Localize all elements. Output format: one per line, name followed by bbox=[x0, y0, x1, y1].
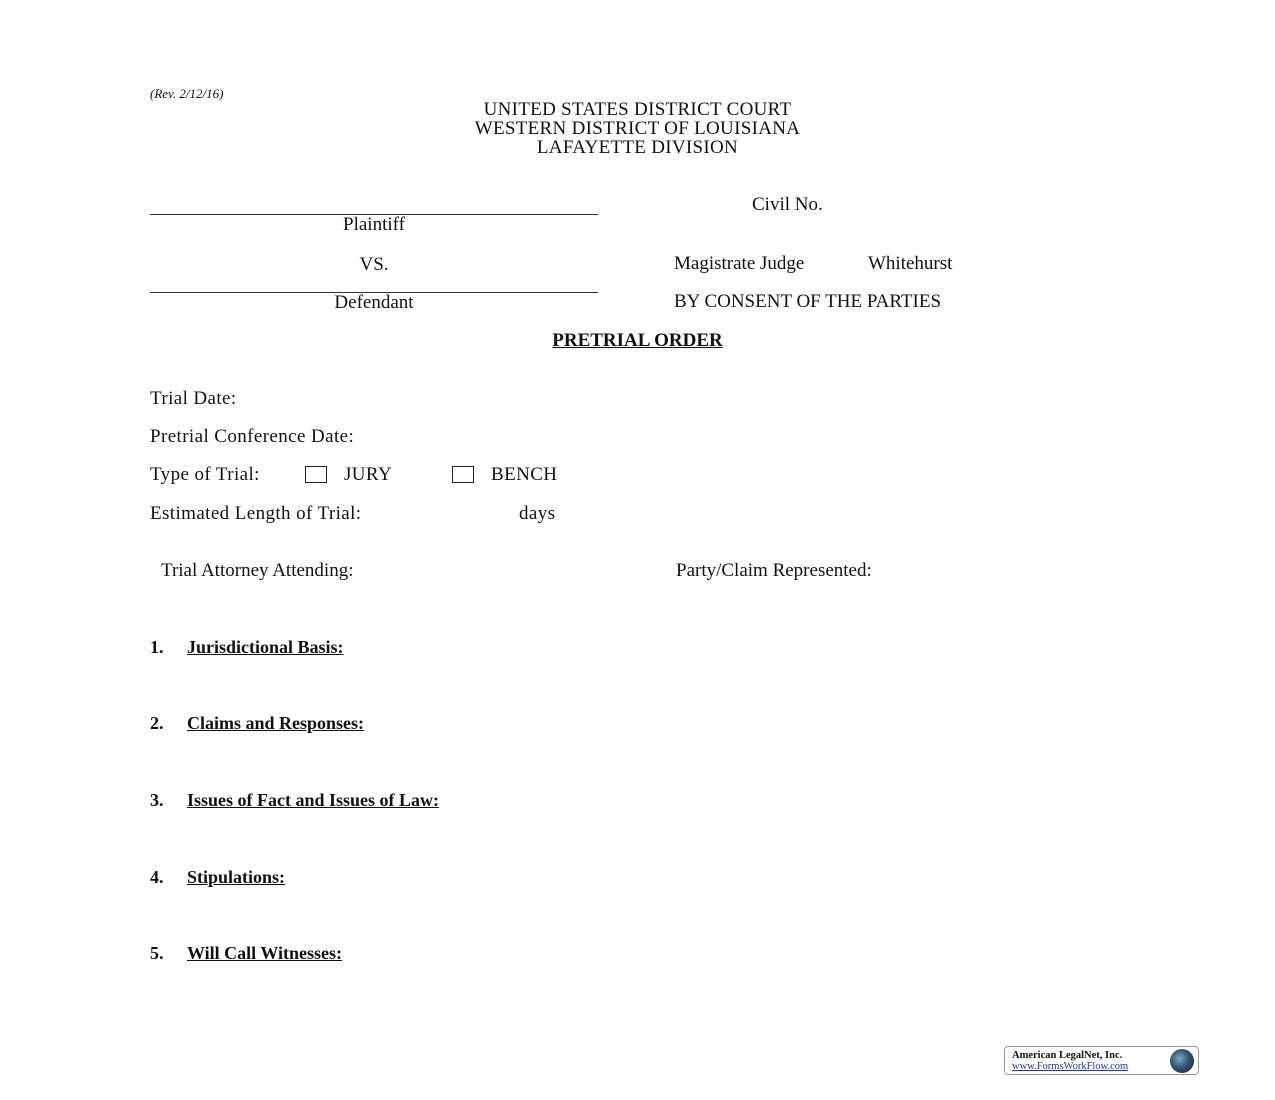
consent-label: BY CONSENT OF THE PARTIES bbox=[674, 291, 942, 312]
court-name: UNITED STATES DISTRICT COURT bbox=[483, 99, 792, 120]
page-title: PRETRIAL ORDER bbox=[552, 330, 723, 351]
badge-link[interactable]: www.FormsWorkFlow.com bbox=[1012, 1061, 1129, 1072]
badge-company: American LegalNet, Inc. bbox=[1012, 1050, 1123, 1061]
magistrate-judge-label: Magistrate Judge bbox=[674, 253, 805, 274]
globe-logo-icon bbox=[1170, 1049, 1194, 1073]
section-jurisdictional-basis: 1. Jurisdictional Basis: bbox=[150, 637, 344, 657]
type-of-trial-label: Type of Trial: bbox=[150, 464, 260, 485]
plaintiff-label: Plaintiff bbox=[343, 214, 405, 235]
days-label: days bbox=[519, 503, 556, 524]
pretrial-conference-label: Pretrial Conference Date: bbox=[150, 426, 355, 447]
vs-label: VS. bbox=[359, 254, 389, 275]
magistrate-judge-name: Whitehurst bbox=[868, 253, 953, 274]
bench-label: BENCH bbox=[491, 464, 558, 485]
section-issues: 3. Issues of Fact and Issues of Law: bbox=[150, 790, 440, 810]
trial-attorney-label: Trial Attorney Attending: bbox=[161, 560, 354, 581]
jury-label: JURY bbox=[344, 464, 393, 485]
court-division: LAFAYETTE DIVISION bbox=[536, 137, 739, 158]
revision-date: (Rev. 2/12/16) bbox=[150, 86, 224, 101]
court-district: WESTERN DISTRICT OF LOUISIANA bbox=[474, 118, 801, 139]
party-claim-label: Party/Claim Represented: bbox=[676, 560, 872, 581]
trial-date-label: Trial Date: bbox=[150, 388, 237, 409]
defendant-label: Defendant bbox=[334, 292, 414, 313]
civil-no-label: Civil No. bbox=[752, 194, 823, 215]
jury-checkbox[interactable] bbox=[305, 466, 327, 486]
section-claims-responses: 2. Claims and Responses: bbox=[150, 713, 365, 733]
legalnet-badge[interactable] bbox=[1004, 1046, 1199, 1075]
section-stipulations: 4. Stipulations: bbox=[150, 867, 286, 887]
bench-checkbox[interactable] bbox=[452, 466, 474, 486]
trial-length-label: Estimated Length of Trial: bbox=[150, 503, 362, 524]
section-witnesses: 5. Will Call Witnesses: bbox=[150, 943, 343, 963]
